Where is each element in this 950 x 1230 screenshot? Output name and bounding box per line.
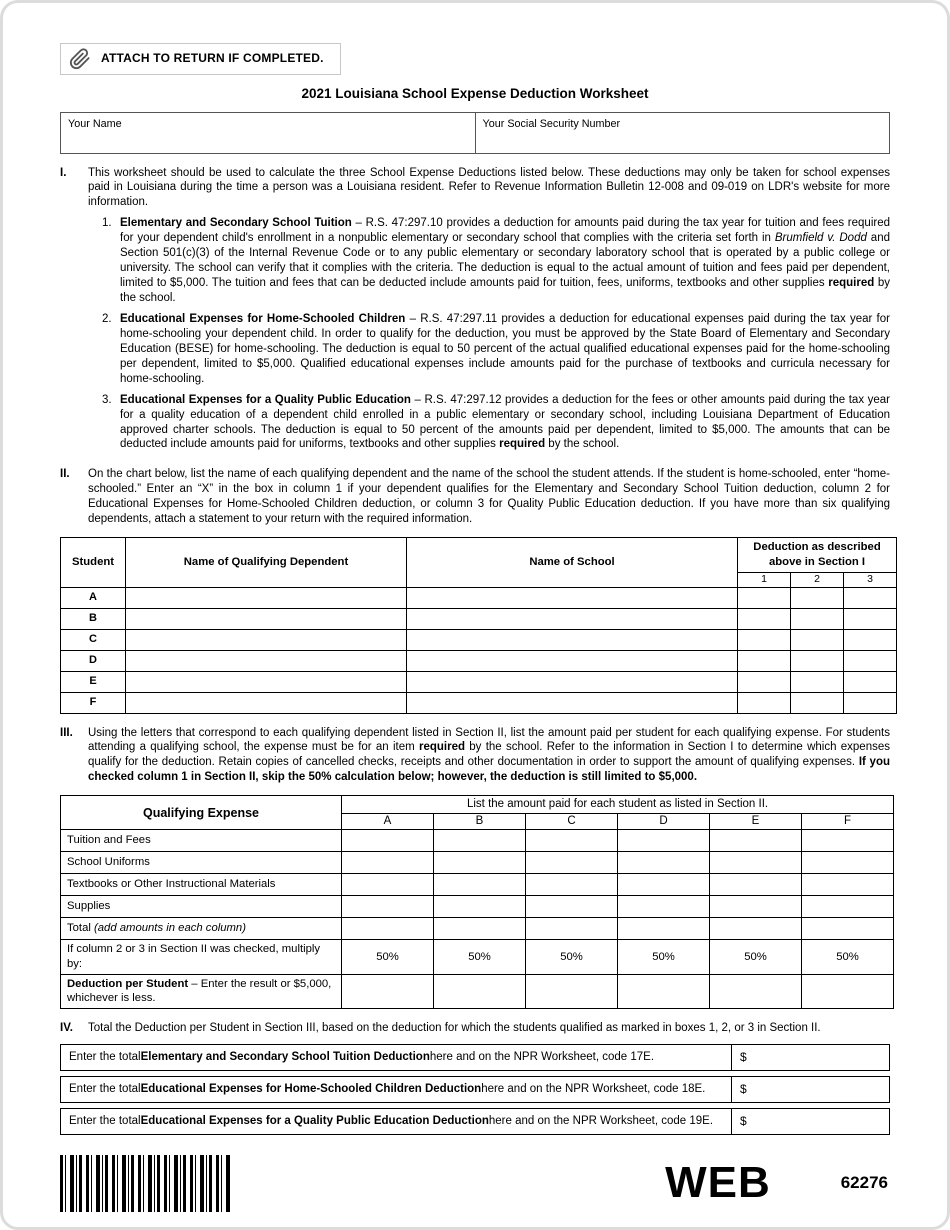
deduction-2-checkbox[interactable] <box>791 587 844 608</box>
dependent-name-cell[interactable] <box>126 671 407 692</box>
item-1-text: Elementary and Secondary School Tuition – R.S. 47:297.10 provides a deduction for amounts paid during the tax year for tuition and fees required for your dependent child's enrollment in a nonpublic elementary or secondary school that complies with the criteria set forth in Brumfield v. Dodd and Section 501(c)(3) of the Internal Revenue Code or to any public elementary or secondary laboratory school that is operated by a public college or university. The school can verify that it complies with the criteria. The deduction is equal to the actual amount of tuition and fees paid per dependent, limited to $5,000. The tuition and fees that can be deducted include amounts paid for tuition, fees, uniforms, textbooks and other supplies required by the school. <box>120 217 891 305</box>
dollar-sign: $ <box>740 1049 747 1064</box>
deduction-1-checkbox[interactable] <box>738 671 791 692</box>
total-homeschool-deduction-field[interactable] <box>731 1077 889 1102</box>
deduction-per-student-row <box>61 974 894 1008</box>
amount-cell[interactable] <box>710 852 802 874</box>
dollar-sign: $ <box>740 1081 747 1096</box>
amount-cell[interactable] <box>342 852 434 874</box>
section-3-intro: Using the letters that correspond to each qualifying dependent listed in Section II, list the amount paid per student for each qualifying expense. For students attending a qualifying school, the expense must be for an item required by the school. Refer to the information in Section I to determine which expenses qualify for the deduction. Retain copies of cancelled checks, receipts and other documentation in order to support the amount of qualifying expenses. If you checked column 1 in Section II, skip the 50% calculation below; however, the deduction is still limited to $5,000. <box>88 726 890 784</box>
deduction-3-checkbox[interactable] <box>844 671 897 692</box>
ssn-label: Your Social Security Number <box>482 117 621 130</box>
deduction-3-checkbox[interactable] <box>844 608 897 629</box>
web-mark: WEB <box>665 1158 771 1208</box>
item-3-number: 3. <box>102 393 112 406</box>
item-2-number: 2. <box>102 312 112 325</box>
attach-note-label: ATTACH TO RETURN IF COMPLETED. <box>101 51 324 66</box>
student-column-header: Student <box>61 538 126 587</box>
barcode <box>60 1155 230 1212</box>
deduction-3-checkbox[interactable] <box>844 692 897 713</box>
attach-note-box <box>60 43 341 75</box>
deduction-1-checkbox[interactable] <box>738 587 791 608</box>
expense-label-textbooks: Textbooks or Other Instructional Materials <box>61 874 342 896</box>
table-row <box>61 671 897 692</box>
school-name-cell[interactable] <box>407 629 738 650</box>
total-tuition-deduction-field[interactable] <box>731 1045 889 1070</box>
amount-cell[interactable] <box>802 830 894 852</box>
section-1 <box>60 166 890 459</box>
amount-cell[interactable] <box>526 830 618 852</box>
expense-label-supplies: Supplies <box>61 896 342 918</box>
total-cell[interactable] <box>618 918 710 940</box>
total-tuition-deduction-label: Enter the total Elementary and Secondary School Tuition Deduction here and on the NPR Worksheet, code 17E. <box>69 1050 655 1063</box>
deduction-1-checkbox[interactable] <box>738 692 791 713</box>
student-b-header: B <box>434 814 526 830</box>
section-4 <box>60 1021 890 1036</box>
student-letter: F <box>61 692 126 713</box>
dependents-table <box>60 537 897 713</box>
dollar-sign: $ <box>740 1113 747 1128</box>
section-2-number: II. <box>60 468 70 481</box>
total-cell[interactable] <box>526 918 618 940</box>
school-column-header: Name of School <box>407 538 738 587</box>
section-2 <box>60 467 890 533</box>
item-3-text: Educational Expenses for a Quality Public Education – R.S. 47:297.12 provides a deduction for the fees or other amounts paid during the tax year for a quality education of a dependent child enrolled in a public elementary or secondary school, including Louisiana Department of Education approved charter schools. The deduction is equal to 50 percent of the amounts paid per dependent, limited to $5,000. The amounts that can be deducted include amounts paid for uniforms, textbooks and other supplies required by the school. <box>120 393 890 451</box>
total-public-education-deduction-label: Enter the total Educational Expenses for a Quality Public Education Deduction here and on the NPR Worksheet, code 19E. <box>69 1114 714 1127</box>
total-cell[interactable] <box>710 918 802 940</box>
your-name-label: Your Name <box>68 117 122 130</box>
total-tuition-deduction-row <box>60 1044 890 1071</box>
amount-cell[interactable] <box>802 896 894 918</box>
dependent-name-cell[interactable] <box>126 650 407 671</box>
deduction-result-cell[interactable] <box>710 974 802 1008</box>
deduction-col-2-header: 2 <box>791 572 844 587</box>
expense-label-uniforms: School Uniforms <box>61 852 342 874</box>
student-letter: C <box>61 629 126 650</box>
school-name-cell[interactable] <box>407 650 738 671</box>
amount-cell[interactable] <box>710 896 802 918</box>
paperclip-icon <box>69 48 91 70</box>
dependent-name-cell[interactable] <box>126 608 407 629</box>
deduction-result-cell[interactable] <box>618 974 710 1008</box>
section-4-intro: Total the Deduction per Student in Section III, based on the deduction for which the students qualified as marked in boxes 1, 2, or 3 in Section II. <box>88 1021 821 1034</box>
table-row <box>61 650 897 671</box>
form-number: 62276 <box>840 1173 888 1193</box>
student-d-header: D <box>618 814 710 830</box>
your-name-field[interactable] <box>61 113 475 153</box>
student-a-header: A <box>342 814 434 830</box>
amount-cell[interactable] <box>618 830 710 852</box>
amount-cell[interactable] <box>618 896 710 918</box>
deduction-1-checkbox[interactable] <box>738 629 791 650</box>
student-f-header: F <box>802 814 894 830</box>
total-public-education-deduction-field[interactable] <box>731 1109 889 1134</box>
expense-row <box>61 918 894 940</box>
qualifying-expense-header: Qualifying Expense <box>61 796 342 830</box>
deduction-result-cell[interactable] <box>802 974 894 1008</box>
deduction-2-checkbox[interactable] <box>791 650 844 671</box>
amount-cell[interactable] <box>710 830 802 852</box>
student-c-header: C <box>526 814 618 830</box>
multiply-percent: 50% <box>618 940 710 974</box>
deduction-2-checkbox[interactable] <box>791 629 844 650</box>
student-letter: D <box>61 650 126 671</box>
amount-cell[interactable] <box>618 852 710 874</box>
amount-cell[interactable] <box>342 830 434 852</box>
student-letter: A <box>61 587 126 608</box>
table-row <box>61 692 897 713</box>
expense-row <box>61 874 894 896</box>
multiply-percent: 50% <box>802 940 894 974</box>
ssn-field[interactable] <box>475 113 890 153</box>
page-footer <box>60 1155 890 1212</box>
total-homeschool-deduction-label: Enter the total Educational Expenses for Home-Schooled Children Deduction here and on the NPR Worksheet, code 18E. <box>69 1082 706 1095</box>
dependent-column-header: Name of Qualifying Dependent <box>126 538 407 587</box>
multiply-percent: 50% <box>342 940 434 974</box>
amount-cell[interactable] <box>434 852 526 874</box>
amount-cell[interactable] <box>434 830 526 852</box>
total-public-education-deduction-row <box>60 1108 890 1135</box>
expense-label-tuition: Tuition and Fees <box>61 830 342 852</box>
deduction-1-checkbox[interactable] <box>738 608 791 629</box>
student-letter: B <box>61 608 126 629</box>
amount-span-header: List the amount paid for each student as listed in Section II. <box>342 796 894 814</box>
dependent-name-cell[interactable] <box>126 587 407 608</box>
section-1-intro: This worksheet should be used to calculate the three School Expense Deductions listed below. These deductions may only be taken for school expenses paid in Louisiana during the time a person was a Louisiana resident. Refer to Revenue Information Bulletin 12-008 and 09-019 on LDR's website for more information. <box>88 166 890 209</box>
total-cell[interactable] <box>434 918 526 940</box>
taxpayer-id-box <box>60 112 890 154</box>
qualifying-expense-table <box>60 795 894 1009</box>
multiply-percent: 50% <box>434 940 526 974</box>
total-cell[interactable] <box>802 918 894 940</box>
amount-cell[interactable] <box>618 874 710 896</box>
deduction-2-checkbox[interactable] <box>791 671 844 692</box>
dependent-name-cell[interactable] <box>126 629 407 650</box>
total-cell[interactable] <box>342 918 434 940</box>
deduction-1-checkbox[interactable] <box>738 650 791 671</box>
amount-cell[interactable] <box>342 874 434 896</box>
student-e-header: E <box>710 814 802 830</box>
section-1-number: I. <box>60 166 67 179</box>
amount-cell[interactable] <box>802 852 894 874</box>
deduction-column-header: Deduction as described above in Section I <box>738 538 897 572</box>
multiply-row <box>61 940 894 974</box>
deduction-3-checkbox[interactable] <box>844 629 897 650</box>
student-letter: E <box>61 671 126 692</box>
school-name-cell[interactable] <box>407 587 738 608</box>
section-4-number: IV. <box>60 1021 74 1034</box>
section-1-item-3 <box>88 393 890 453</box>
section-1-item-1 <box>88 216 890 306</box>
expense-row <box>61 852 894 874</box>
deduction-result-cell[interactable] <box>342 974 434 1008</box>
amount-cell[interactable] <box>526 896 618 918</box>
table-row <box>61 629 897 650</box>
expense-row <box>61 830 894 852</box>
dependent-name-cell[interactable] <box>126 692 407 713</box>
deduction-2-checkbox[interactable] <box>791 692 844 713</box>
deduction-result-cell[interactable] <box>526 974 618 1008</box>
multiply-percent: 50% <box>526 940 618 974</box>
item-2-text: Educational Expenses for Home-Schooled Children – R.S. 47:297.11 provides a deduction for educational expenses paid during the tax year for home-schooling your dependent child. In order to qualify for the deduction, you must be approved by the State Board of Elementary and Secondary Education (BESE) for home-schooling. The deduction is equal to 50 percent of the actual qualified educational expenses paid for the home-schooling per dependent, limited to $5,000. Qualified educational expenses include amounts paid for the purchase of textbooks and curricula necessary for home-schooling. <box>120 312 890 385</box>
amount-cell[interactable] <box>802 874 894 896</box>
deduction-col-1-header: 1 <box>738 572 791 587</box>
deduction-3-checkbox[interactable] <box>844 587 897 608</box>
amount-cell[interactable] <box>526 874 618 896</box>
multiply-percent: 50% <box>710 940 802 974</box>
section-1-item-2 <box>88 312 890 387</box>
amount-cell[interactable] <box>526 852 618 874</box>
deduction-col-3-header: 3 <box>844 572 897 587</box>
amount-cell[interactable] <box>710 874 802 896</box>
school-name-cell[interactable] <box>407 692 738 713</box>
section-2-intro: On the chart below, list the name of each qualifying dependent and the name of the school the student attends. If the student is home-schooled, enter “home-schooled.” Enter an “X” in the box in column 1 if your dependent qualifies for the Elementary and Secondary School Tuition deduction, column 2 for Educational Expenses for Home-Schooled Children deduction, or column 3 for Quality Public Education deduction. If you have more than six qualifying dependents, attach a statement to your return with the required information. <box>88 468 890 526</box>
school-name-cell[interactable] <box>407 608 738 629</box>
section-3 <box>60 726 890 792</box>
deduction-3-checkbox[interactable] <box>844 650 897 671</box>
deduction-per-student-label: Deduction per Student – Enter the result or $5,000, whichever is less. <box>61 974 342 1008</box>
deduction-result-cell[interactable] <box>434 974 526 1008</box>
amount-cell[interactable] <box>342 896 434 918</box>
deduction-2-checkbox[interactable] <box>791 608 844 629</box>
expense-label-total: Total (add amounts in each column) <box>61 918 342 940</box>
amount-cell[interactable] <box>434 874 526 896</box>
school-name-cell[interactable] <box>407 671 738 692</box>
table-row <box>61 587 897 608</box>
amount-cell[interactable] <box>434 896 526 918</box>
total-homeschool-deduction-row <box>60 1076 890 1103</box>
item-1-number: 1. <box>102 217 112 230</box>
table-row <box>61 608 897 629</box>
section-3-number: III. <box>60 726 73 739</box>
multiply-row-label: If column 2 or 3 in Section II was checked, multiply by: <box>61 940 342 974</box>
expense-row <box>61 896 894 918</box>
form-title: 2021 Louisiana School Expense Deduction Worksheet <box>301 86 649 101</box>
